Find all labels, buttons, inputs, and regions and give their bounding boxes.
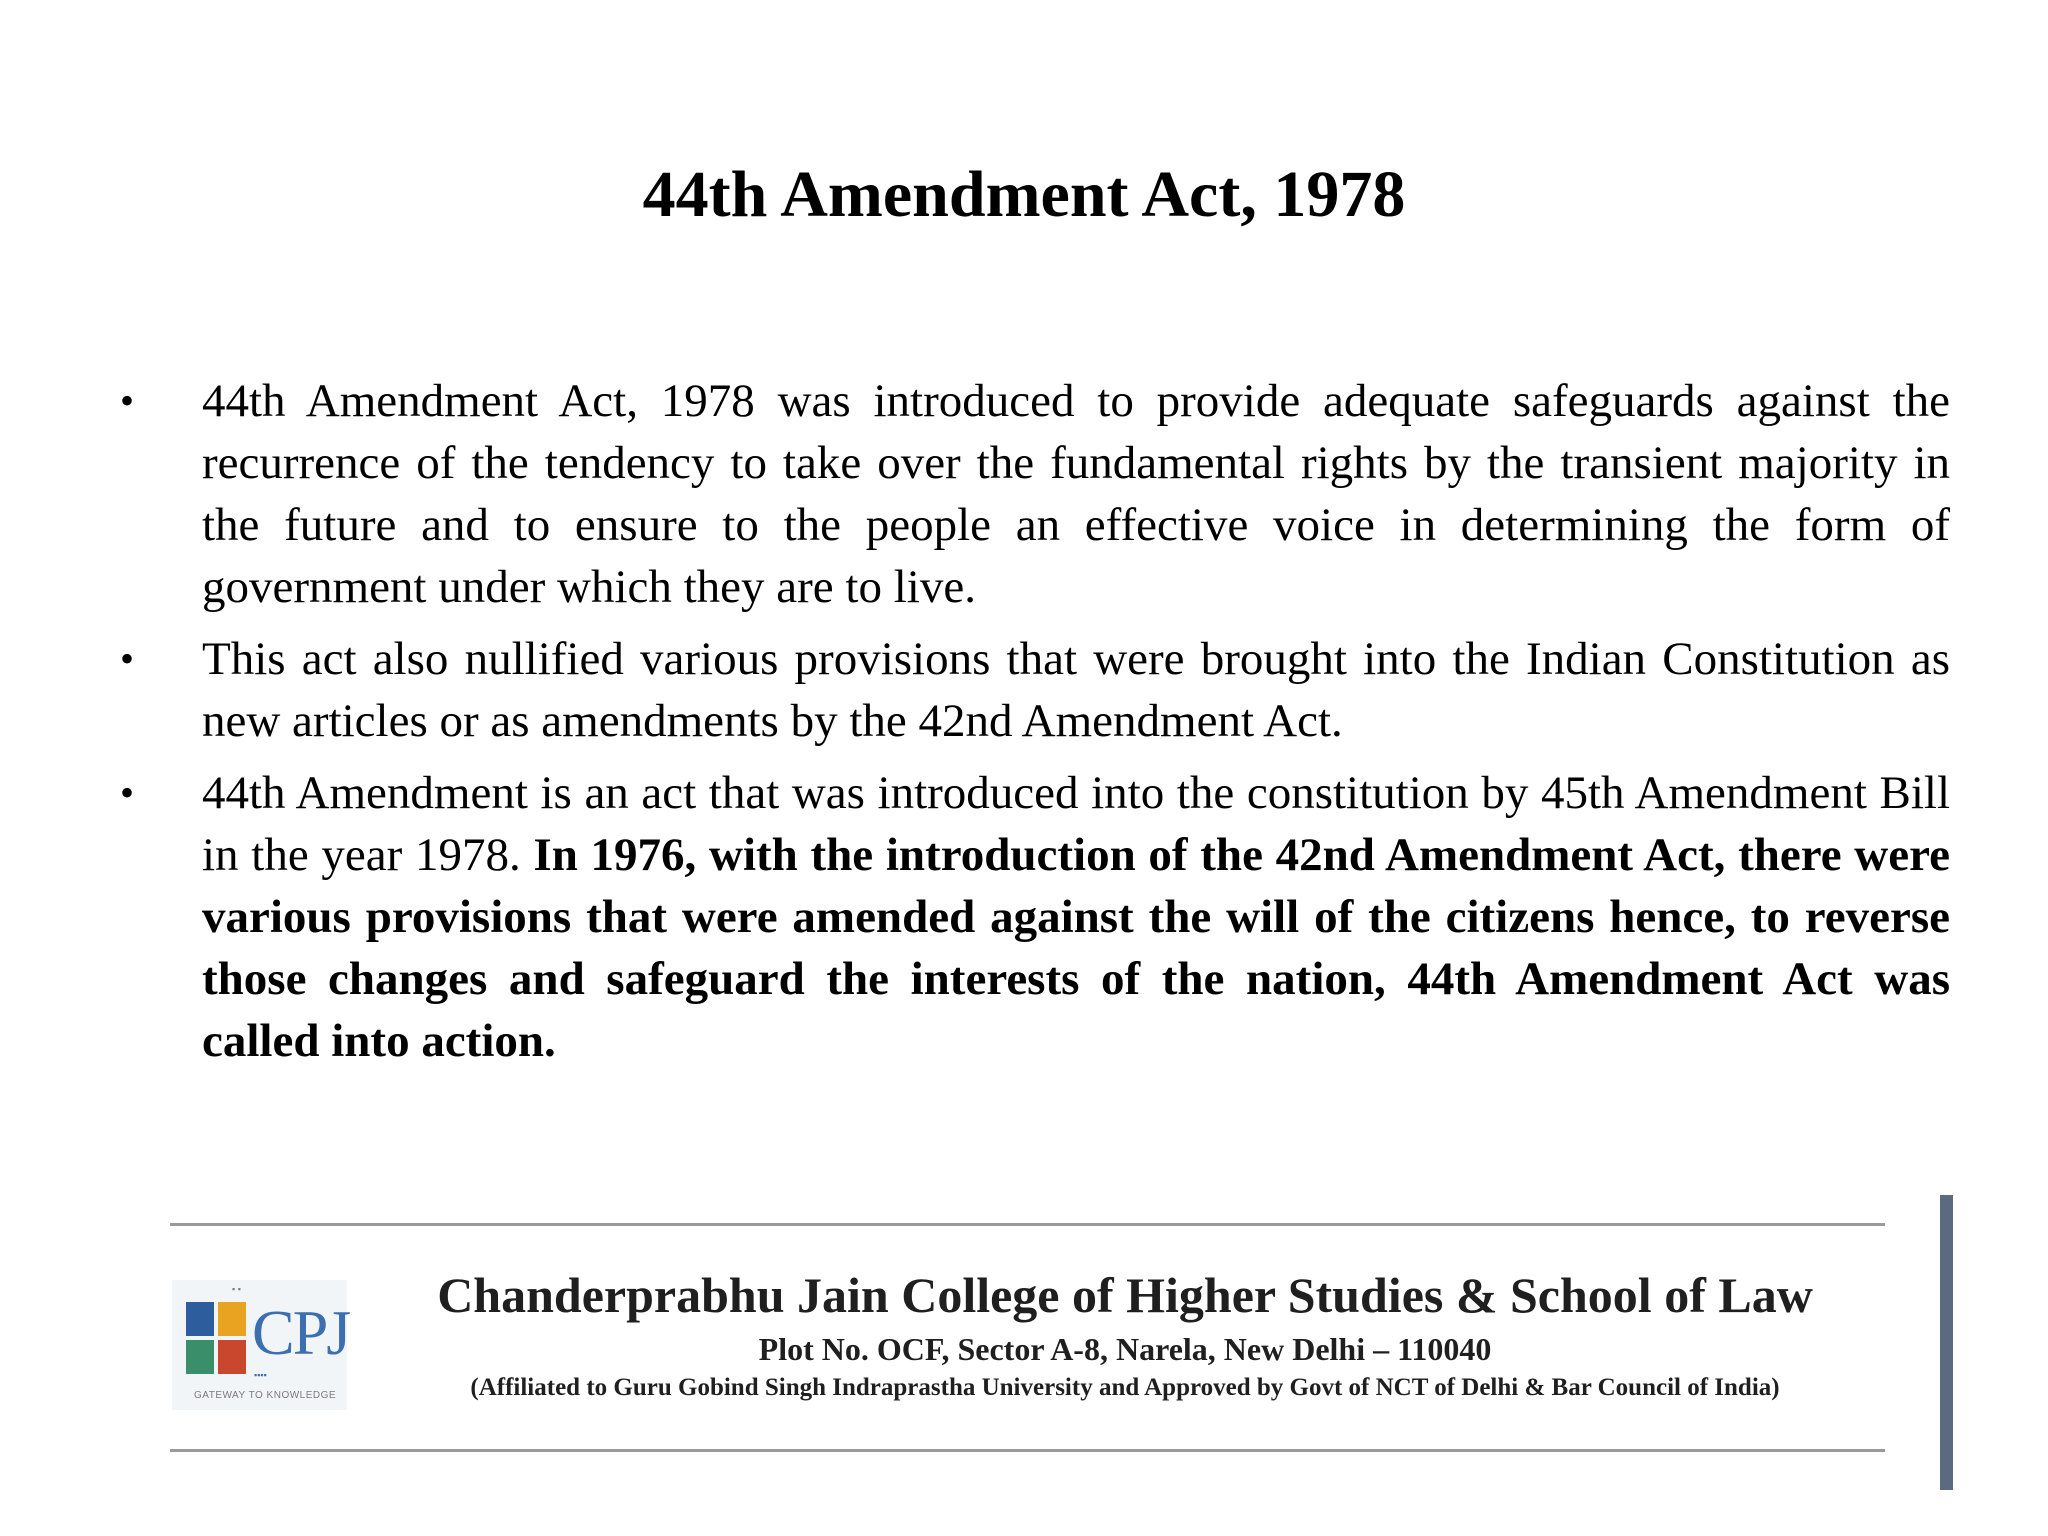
- logo-graduation-cap-icon: [186, 1302, 214, 1336]
- college-affiliation: (Affiliated to Guru Gobind Singh Indraprastha University and Approved by Govt of NCT of Delhi & Bar Council of India): [470, 1374, 1780, 1401]
- bullet-text: 44th Amendment is an act that was introduced into the constitution by 45th Amendment Bill in the year 1978.: [202, 767, 1950, 881]
- logo-blocks-icon: [186, 1302, 246, 1374]
- bullet-text: This act also nullified various provisions that were brought into the Indian Constitution as new articles or as amendments by the 42nd Amendment Act.: [202, 633, 1950, 747]
- bullet-text: 44th Amendment Act, 1978 was introduced to provide adequate safeguards against the recurrence of the tendency to take over the fundamental rights by the transient majority in the future and to ensure to the people an effective voice in determining the form of government under which they are to live.: [202, 375, 1950, 613]
- bullet-dot-icon: •: [120, 770, 135, 815]
- bullet-item: [120, 628, 1950, 752]
- footer-vertical-bar: [1940, 1195, 1953, 1490]
- logo-subtext-icon: ▪▪▪▪: [254, 1370, 267, 1380]
- logo-lamp-icon: [218, 1302, 246, 1336]
- bullet-dot-icon: •: [120, 636, 135, 681]
- college-footer-banner: [170, 1195, 1970, 1495]
- college-name: Chanderprabhu Jain College of Higher Studies & School of Law: [437, 1267, 1813, 1323]
- footer-divider-top: [170, 1223, 1885, 1226]
- logo-tagline: GATEWAY TO KNOWLEDGE: [194, 1390, 337, 1401]
- bullet-item: [120, 370, 1950, 618]
- footer-divider-bottom: [170, 1449, 1885, 1452]
- college-address: Plot No. OCF, Sector A-8, Narela, New Delhi – 110040: [758, 1331, 1492, 1367]
- bullet-bold-text: In 1976, with the introduction of the 42nd Amendment Act, there were various provisions that were amended against the will of the citizens hence, to reverse those changes and safeguard the interests of the nation, 44th Amendment Act was called into action.: [202, 829, 1950, 1067]
- cpj-logo: [172, 1280, 350, 1410]
- logo-text: CPJ: [252, 1297, 350, 1368]
- slide-title: 44th Amendment Act, 1978: [642, 158, 1406, 231]
- logo-small-text-icon: ▪ ▪: [232, 1284, 241, 1294]
- logo-globe-icon: [186, 1340, 214, 1374]
- logo-scales-icon: [218, 1340, 246, 1374]
- bullet-item: [120, 762, 1950, 1072]
- bullet-dot-icon: •: [120, 378, 135, 423]
- bullet-list: [120, 370, 1950, 1082]
